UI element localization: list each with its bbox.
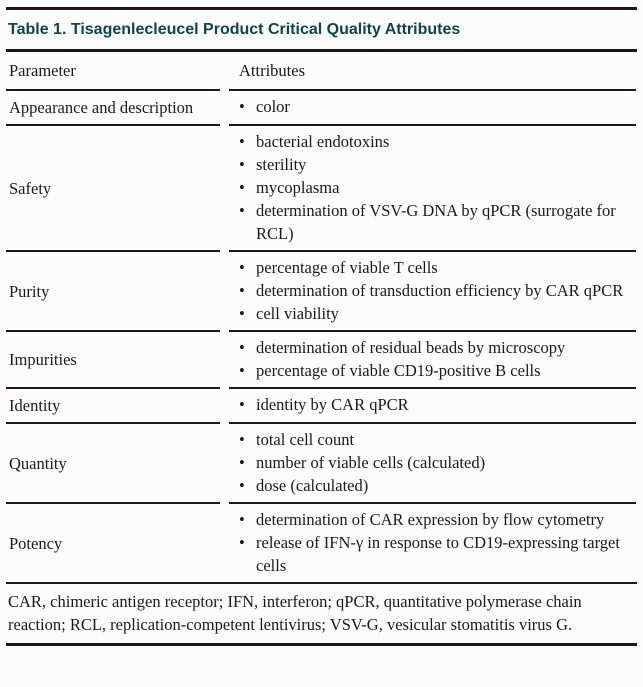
attribute-item: • color — [239, 97, 290, 116]
attribute-item: • determination of CAR expression by flow cytometry — [239, 510, 605, 529]
bullet-icon: • — [239, 430, 245, 449]
parameter-cell: Potency — [9, 533, 63, 553]
bullet-icon: • — [239, 338, 245, 357]
attribute-item: • identity by CAR qPCR — [239, 395, 409, 414]
attribute-list — [229, 393, 636, 416]
table-footnote: CAR, chimeric antigen receptor; IFN, interferon; qPCR, quantitative polymerase chain reaction; RCL, replication-competent lentivirus; VSV-G, vesicular stomatitis virus G. — [8, 592, 582, 634]
bullet-icon: • — [239, 533, 245, 552]
attributes-cell — [229, 332, 636, 389]
attribute-item: • sterility — [239, 155, 307, 174]
attributes-cell — [229, 424, 636, 504]
attribute-item: • percentage of viable CD19-positive B cells — [239, 361, 541, 380]
attributes-cell — [229, 252, 636, 332]
bullet-icon: • — [239, 361, 245, 380]
column-header-attributes: Attributes — [229, 52, 636, 91]
column-gap — [220, 126, 229, 252]
column-gap — [220, 332, 229, 389]
bullet-icon: • — [239, 281, 245, 300]
bullet-icon: • — [239, 258, 245, 277]
attribute-item: • total cell count — [239, 430, 355, 449]
attribute-item: • determination of residual beads by microscopy — [239, 338, 566, 357]
attribute-item: • cell viability — [239, 304, 339, 323]
column-gap — [220, 504, 229, 582]
attribute-item: • mycoplasma — [239, 178, 340, 197]
parameter-cell: Quantity — [6, 424, 220, 504]
bullet-icon: • — [239, 178, 245, 197]
attribute-list — [229, 428, 636, 497]
parameter-cell: Identity — [6, 389, 220, 424]
attribute-item: • number of viable cells (calculated) — [239, 453, 486, 472]
column-gap — [220, 424, 229, 504]
bullet-icon: • — [239, 453, 245, 472]
bullet-icon: • — [239, 97, 245, 116]
attribute-list — [229, 336, 636, 382]
bullet-icon: • — [239, 510, 245, 529]
parameter-cell: Safety — [6, 126, 220, 252]
attributes-cell — [229, 126, 636, 252]
attribute-list — [229, 95, 636, 118]
bullet-icon: • — [239, 304, 245, 323]
bullet-icon: • — [239, 201, 245, 220]
parameter-cell: Impurities — [6, 332, 220, 389]
bullet-icon: • — [239, 132, 245, 151]
attributes-cell — [229, 504, 636, 582]
attributes-cell — [229, 91, 636, 126]
attributes-cell — [229, 389, 636, 424]
quality-attributes-table — [6, 52, 636, 582]
bullet-icon: • — [239, 476, 245, 495]
parameter-cell: Appearance and description — [6, 91, 220, 126]
attribute-list — [229, 130, 636, 245]
column-gap — [220, 91, 229, 126]
bottom-rule — [6, 643, 637, 646]
attribute-item: • determination of transduction efficiency by CAR qPCR — [239, 281, 624, 300]
column-gap — [220, 252, 229, 332]
parameter-cell: Purity — [6, 252, 220, 332]
attribute-item: • percentage of viable T cells — [239, 258, 438, 277]
attribute-list — [229, 256, 636, 325]
bullet-icon: • — [239, 155, 245, 174]
table-title: Table 1. Tisagenlecleucel Product Critical Quality Attributes — [8, 21, 461, 38]
attribute-list — [229, 508, 636, 577]
bullet-icon: • — [239, 395, 245, 414]
attribute-item: • determination of VSV-G DNA by qPCR (surrogate for RCL) — [239, 201, 616, 243]
attribute-item: • dose (calculated) — [239, 476, 369, 495]
column-header-parameter: Parameter — [6, 52, 220, 91]
attribute-item: • release of IFN-γ in response to CD19-expressing target cells — [239, 533, 620, 575]
attribute-item: • bacterial endotoxins — [239, 132, 390, 151]
column-gap — [220, 52, 229, 91]
column-gap — [220, 389, 229, 424]
